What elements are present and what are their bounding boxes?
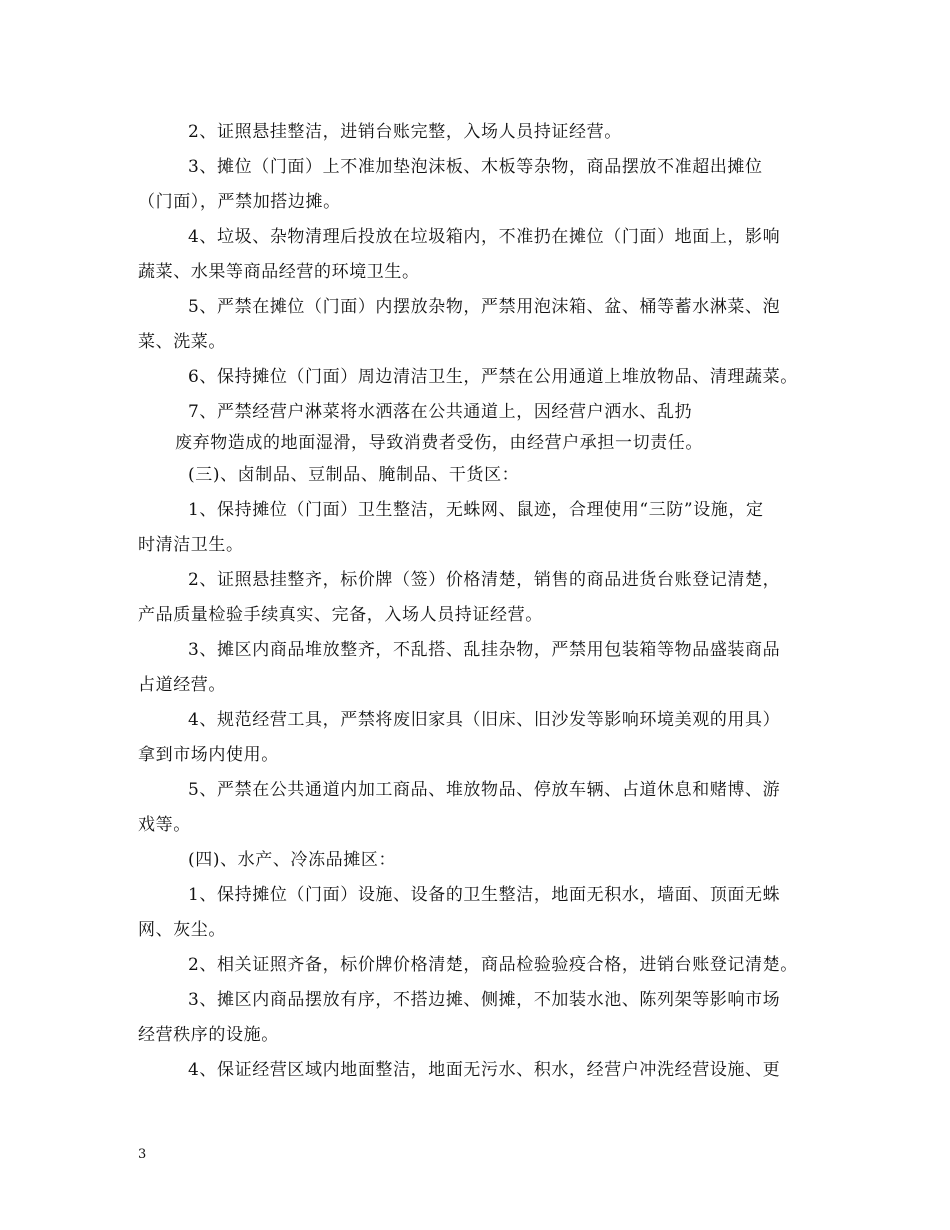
section-heading: (三)、卤制品、豆制品、腌制品、干货区：	[188, 465, 520, 485]
text-line: 1、保持摊位（门面）卫生整洁，无蛛网、鼠迹，合理使用“三防”设施，定	[188, 500, 764, 520]
text-line: 3、摊位（门面）上不准加垫泡沫板、木板等杂物，商品摆放不准超出摊位	[188, 157, 763, 177]
text-line: 菜、洗菜。	[138, 332, 226, 352]
text-line: 蔬菜、水果等商品经营的环境卫生。	[138, 262, 420, 282]
text-line: 2、相关证照齐备，标价牌价格清楚，商品检验验疫合格，进销台账登记清楚。	[188, 955, 798, 975]
text-line: 拿到市场内使用。	[138, 745, 279, 765]
text-line: 废弃物造成的地面湿滑，导致消费者受伤，由经营户承担一切责任。	[175, 433, 703, 453]
text-line: 6、保持摊位（门面）周边清洁卫生，严禁在公用通道上堆放物品、清理蔬菜。	[188, 367, 798, 387]
text-line: 3、摊区内商品摆放有序，不搭边摊、侧摊，不加装水池、陈列架等影响市场	[188, 990, 781, 1010]
text-line: 占道经营。	[138, 675, 226, 695]
text-line: 戏等。	[138, 815, 191, 835]
text-line: 5、严禁在摊位（门面）内摆放杂物，严禁用泡沫箱、盆、桶等蓄水淋菜、泡	[188, 297, 781, 317]
text-line: 2、证照悬挂整洁，进销台账完整，入场人员持证经营。	[188, 122, 622, 142]
text-line: 7、严禁经营户淋菜将水洒落在公共通道上，因经营户洒水、乱扔	[188, 402, 693, 422]
text-line: 2、证照悬挂整齐，标价牌（签）价格清楚，销售的商品进货台账登记清楚，	[188, 570, 781, 590]
text-line: 经营秩序的设施。	[138, 1025, 279, 1045]
text-line: 时清洁卫生。	[138, 535, 244, 555]
text-line: 3、摊区内商品堆放整齐，不乱搭、乱挂杂物，严禁用包装箱等物品盛装商品	[188, 640, 781, 660]
text-line: 产品质量检验手续真实、完备，入场人员持证经营。	[138, 605, 543, 625]
text-line: 5、严禁在公共通道内加工商品、堆放物品、停放车辆、占道休息和赌博、游	[188, 780, 781, 800]
text-line: 4、垃圾、杂物清理后投放在垃圾箱内，不准扔在摊位（门面）地面上，影响	[188, 227, 781, 247]
text-line: （门面），严禁加搭边摊。	[138, 192, 341, 212]
text-line: 1、保持摊位（门面）设施、设备的卫生整洁，地面无积水，墙面、顶面无蛛	[188, 885, 781, 905]
text-line: 网、灰尘。	[138, 920, 226, 940]
page-number: 3	[138, 1147, 147, 1162]
text-line: 4、规范经营工具，严禁将废旧家具（旧床、旧沙发等影响环境美观的用具）	[188, 710, 781, 730]
text-line: 4、保证经营区域内地面整洁，地面无污水、积水，经营户冲洗经营设施、更	[188, 1060, 781, 1080]
section-heading: (四)、水产、冷冻品摊区：	[188, 850, 397, 870]
